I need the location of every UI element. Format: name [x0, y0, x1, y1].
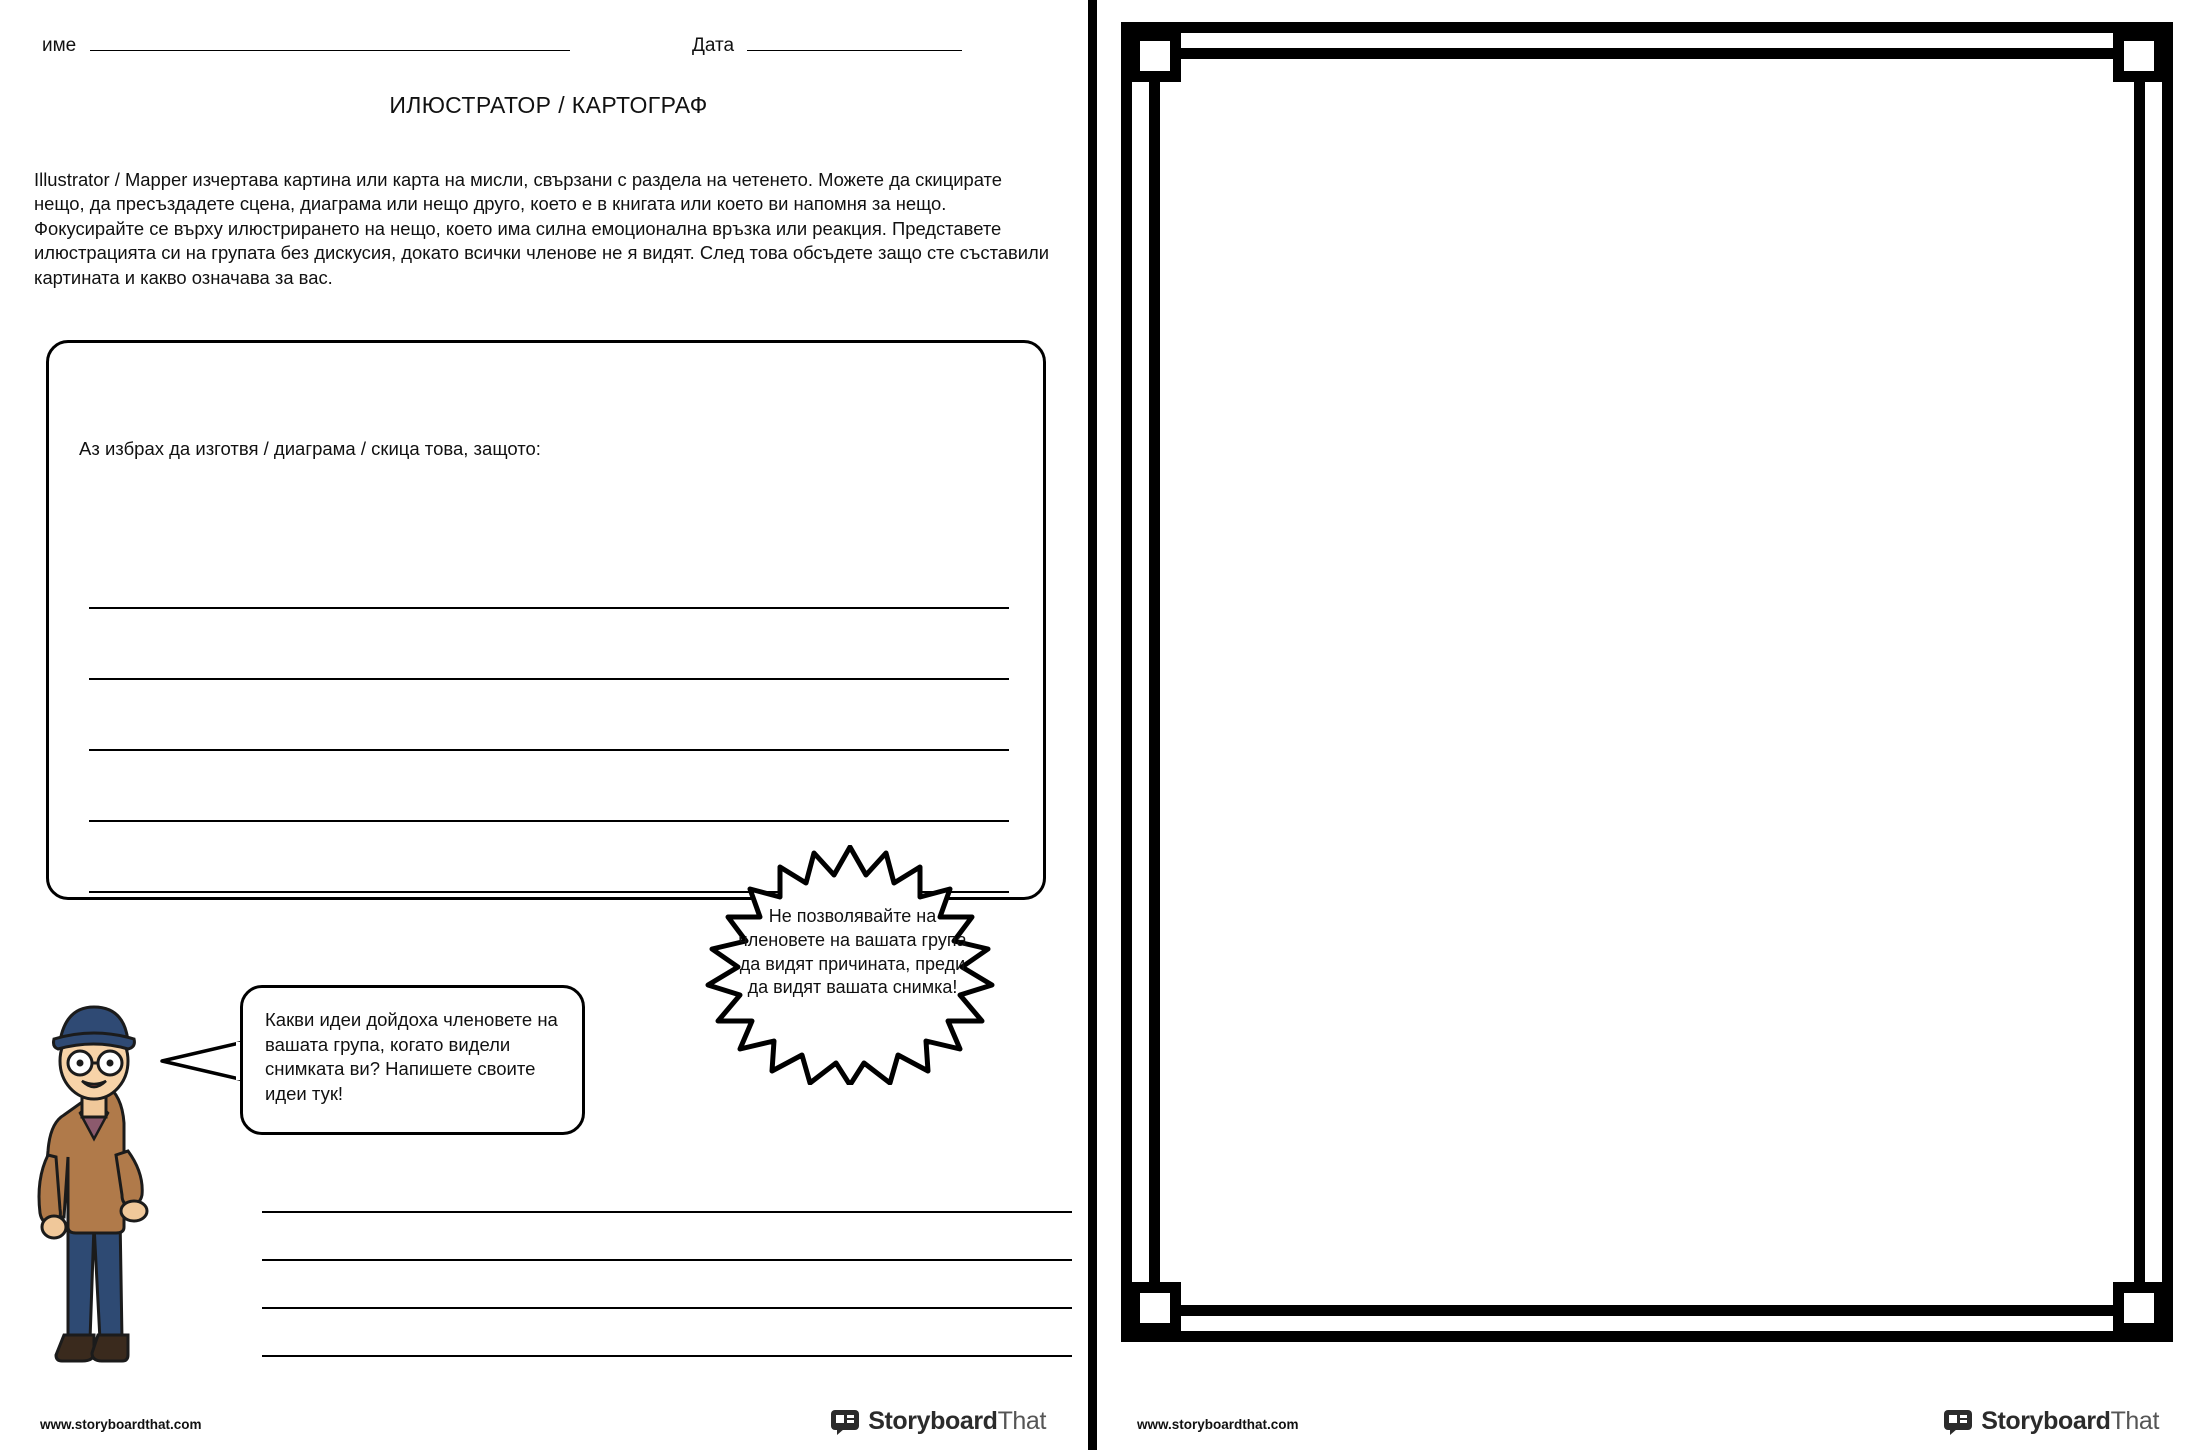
frame-corner-bottom-left — [1129, 1282, 1181, 1334]
brand-logo-left — [830, 1407, 1046, 1436]
name-write-line[interactable] — [90, 34, 570, 51]
speech-bubble-tail — [160, 1040, 244, 1082]
left-sheet — [0, 0, 1097, 1450]
write-line[interactable] — [262, 1165, 1072, 1213]
frame-corner-bottom-right — [2113, 1282, 2165, 1334]
write-line[interactable] — [262, 1261, 1072, 1309]
name-date-row — [42, 34, 1052, 64]
write-line[interactable] — [89, 538, 1009, 609]
footer-url-right: www.storyboardthat.com — [1137, 1417, 1299, 1432]
brand-name — [1981, 1407, 2159, 1436]
speech-bubble-icon — [830, 1409, 860, 1435]
footer-url-left: www.storyboardthat.com — [40, 1417, 202, 1432]
date-write-line[interactable] — [747, 34, 962, 51]
name-label: име — [42, 35, 77, 56]
drawing-frame — [1121, 22, 2173, 1342]
write-line[interactable] — [89, 680, 1009, 751]
speech-bubble-icon — [1943, 1409, 1973, 1435]
brand-logo-right — [1943, 1407, 2159, 1436]
brand-name-bold: Storyboard — [1981, 1407, 2111, 1435]
brand-name-bold: Storyboard — [868, 1407, 998, 1435]
write-line[interactable] — [89, 609, 1009, 680]
right-sheet — [1097, 0, 2201, 1450]
answer-write-lines[interactable] — [89, 538, 1009, 893]
speech-bubble: Какви идеи дойдоха членовете на вашата група, когато видели снимката ви? Напишете своите идеи тук! — [240, 985, 585, 1135]
frame-inner-border — [1149, 48, 2145, 1316]
write-line[interactable] — [262, 1213, 1072, 1261]
write-line[interactable] — [262, 1309, 1072, 1357]
page-title: ИЛЮСТРАТОР / КАРТОГРАФ — [389, 92, 708, 118]
answer-prompt: Аз избрах да изготвя / диаграма / скица това, защото: — [79, 438, 541, 459]
bottom-write-lines[interactable] — [262, 1165, 1072, 1357]
frame-corner-top-left — [1129, 30, 1181, 82]
brand-name — [868, 1407, 1046, 1436]
date-label: Дата — [692, 35, 735, 56]
answer-box — [46, 340, 1046, 900]
burst-bubble-text: Не позволявайте на членовете на вашата група да видят причината, преди да видят вашата снимка! — [738, 906, 967, 998]
date-group — [692, 34, 962, 57]
frame-corner-top-right — [2113, 30, 2165, 82]
student-character-illustration — [24, 975, 164, 1380]
intro-paragraph: Illustrator / Mapper изчертава картина или карта на мисли, свързани с раздела на четенето. Можете да скицирате нещо, да пресъздадете сцена, диаграма или нещо друго, което е в книгата или което ви напомня за нещо. Фокусирайте се върху илюстрирането на нещо, което има силна емоционална връзка или реакция. Представете илюстрацията си на групата без дискусия, докато всички членове не я видят. След това обсъдете защо сте съставили картината и какво означава за вас. — [34, 169, 1050, 288]
brand-name-light: That — [997, 1407, 1046, 1435]
write-line[interactable] — [89, 751, 1009, 822]
brand-name-light: That — [2110, 1407, 2159, 1435]
